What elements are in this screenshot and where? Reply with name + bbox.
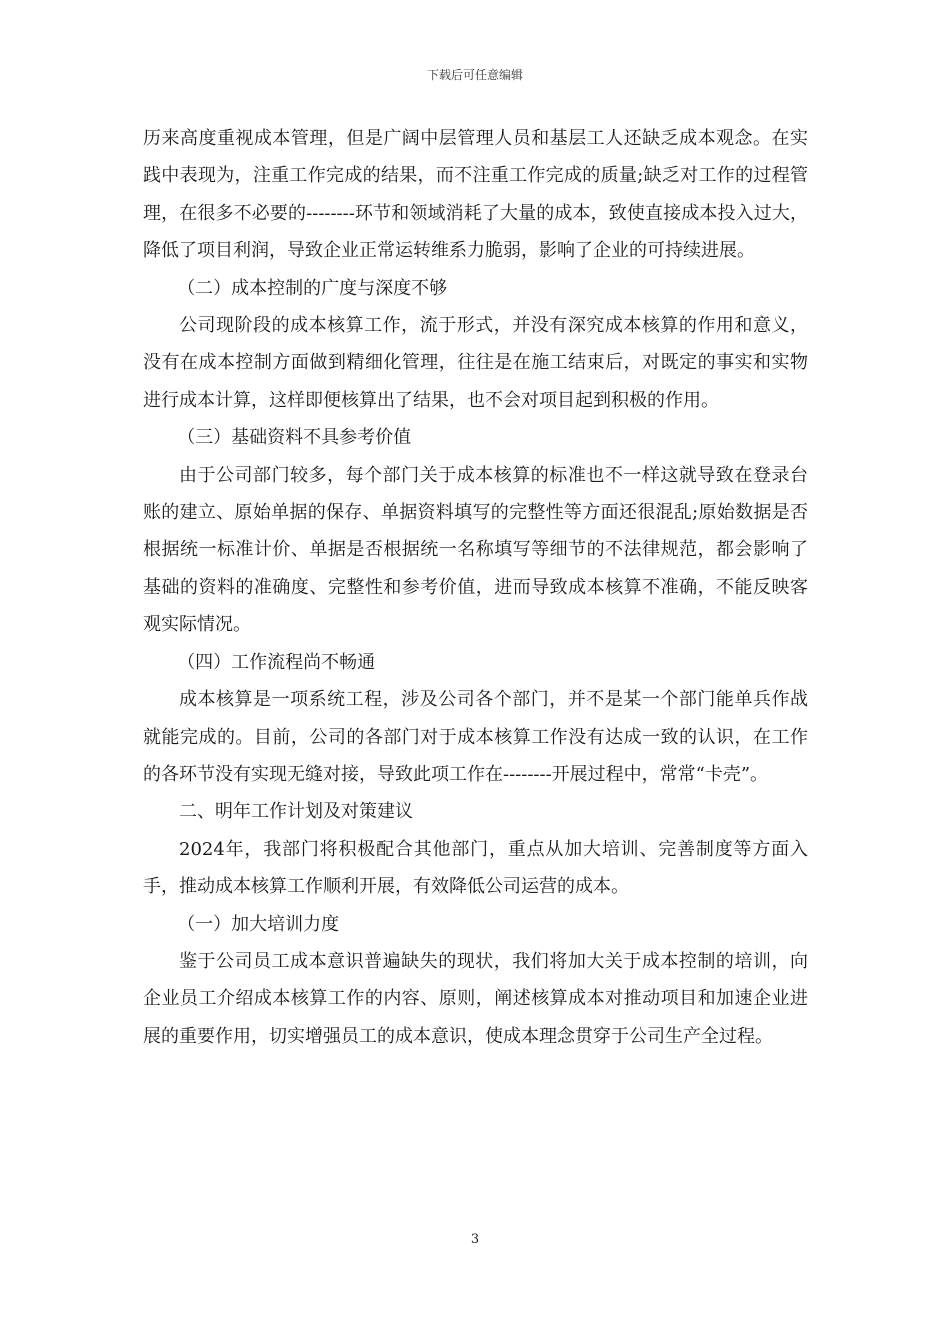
section-heading-workflow: （四）工作流程尚不畅通 xyxy=(177,651,376,673)
paragraph: 成本核算是一项系统工程，涉及公司各个部门，并不是某一个部门能单兵作战就能完成的。目前，公司的各部门对于成本核算工作没有达成一致的认识，在工作的各环节没有实现无缝对接，导致此项工作在--------开展过程中，常常“卡壳”。 xyxy=(143,689,808,785)
page-number: 3 xyxy=(470,1232,480,1247)
section-heading-plan: 二、明年工作计划及对策建议 xyxy=(179,801,413,823)
section-heading-scope: （二）成本控制的广度与深度不够 xyxy=(177,277,448,299)
section-heading-training: （一）加大培训力度 xyxy=(177,913,340,935)
section-heading-data: （三）基础资料不具参考价值 xyxy=(177,427,412,449)
paragraph-continued: 历来高度重视成本管理，但是广阔中层管理人员和基层工人还缺乏成本观念。在实践中表现为，注重工作完成的结果，而不注重工作完成的质量;缺乏对工作的过程管理，在很多不必要的--------环节和领域消耗了大量的成本，致使直接成本投入过大，降低了项目利润，导致企业正常运转维系力脆弱，影响了企业的可持续进展。 xyxy=(143,128,808,262)
paragraph: 2024年，我部门将积极配合其他部门，重点从加大培训、完善制度等方面入手，推动成本核算工作顺利开展，有效降低公司运营的成本。 xyxy=(143,838,808,898)
paragraph: 由于公司部门较多，每个部门关于成本核算的标准也不一样这就导致在登录台账的建立、原始单据的保存、单据资料填写的完整性等方面还很混乱;原始数据是否根据统一标准计价、单据是否根据统一名称填写等细节的不法律规范，都会影响了基础的资料的准确度、完整性和参考价值，进而导致成本核算不准确，不能反映客观实际情况。 xyxy=(143,464,808,636)
page-header: 下载后可任意编辑 xyxy=(426,68,523,82)
paragraph: 公司现阶段的成本核算工作，流于形式，并没有深究成本核算的作用和意义，没有在成本控制方面做到精细化管理，往往是在施工结束后，对既定的事实和实物进行成本计算，这样即便核算出了结果，也不会对项目起到积极的作用。 xyxy=(143,315,808,411)
document-body xyxy=(143,120,808,1055)
paragraph: 鉴于公司员工成本意识普遍缺失的现状，我们将加大关于成本控制的培训，向企业员工介绍成本核算工作的内容、原则，阐述核算成本对推动项目和加速企业进展的重要作用，切实增强员工的成本意识，使成本理念贯穿于公司生产全过程。 xyxy=(143,950,808,1047)
